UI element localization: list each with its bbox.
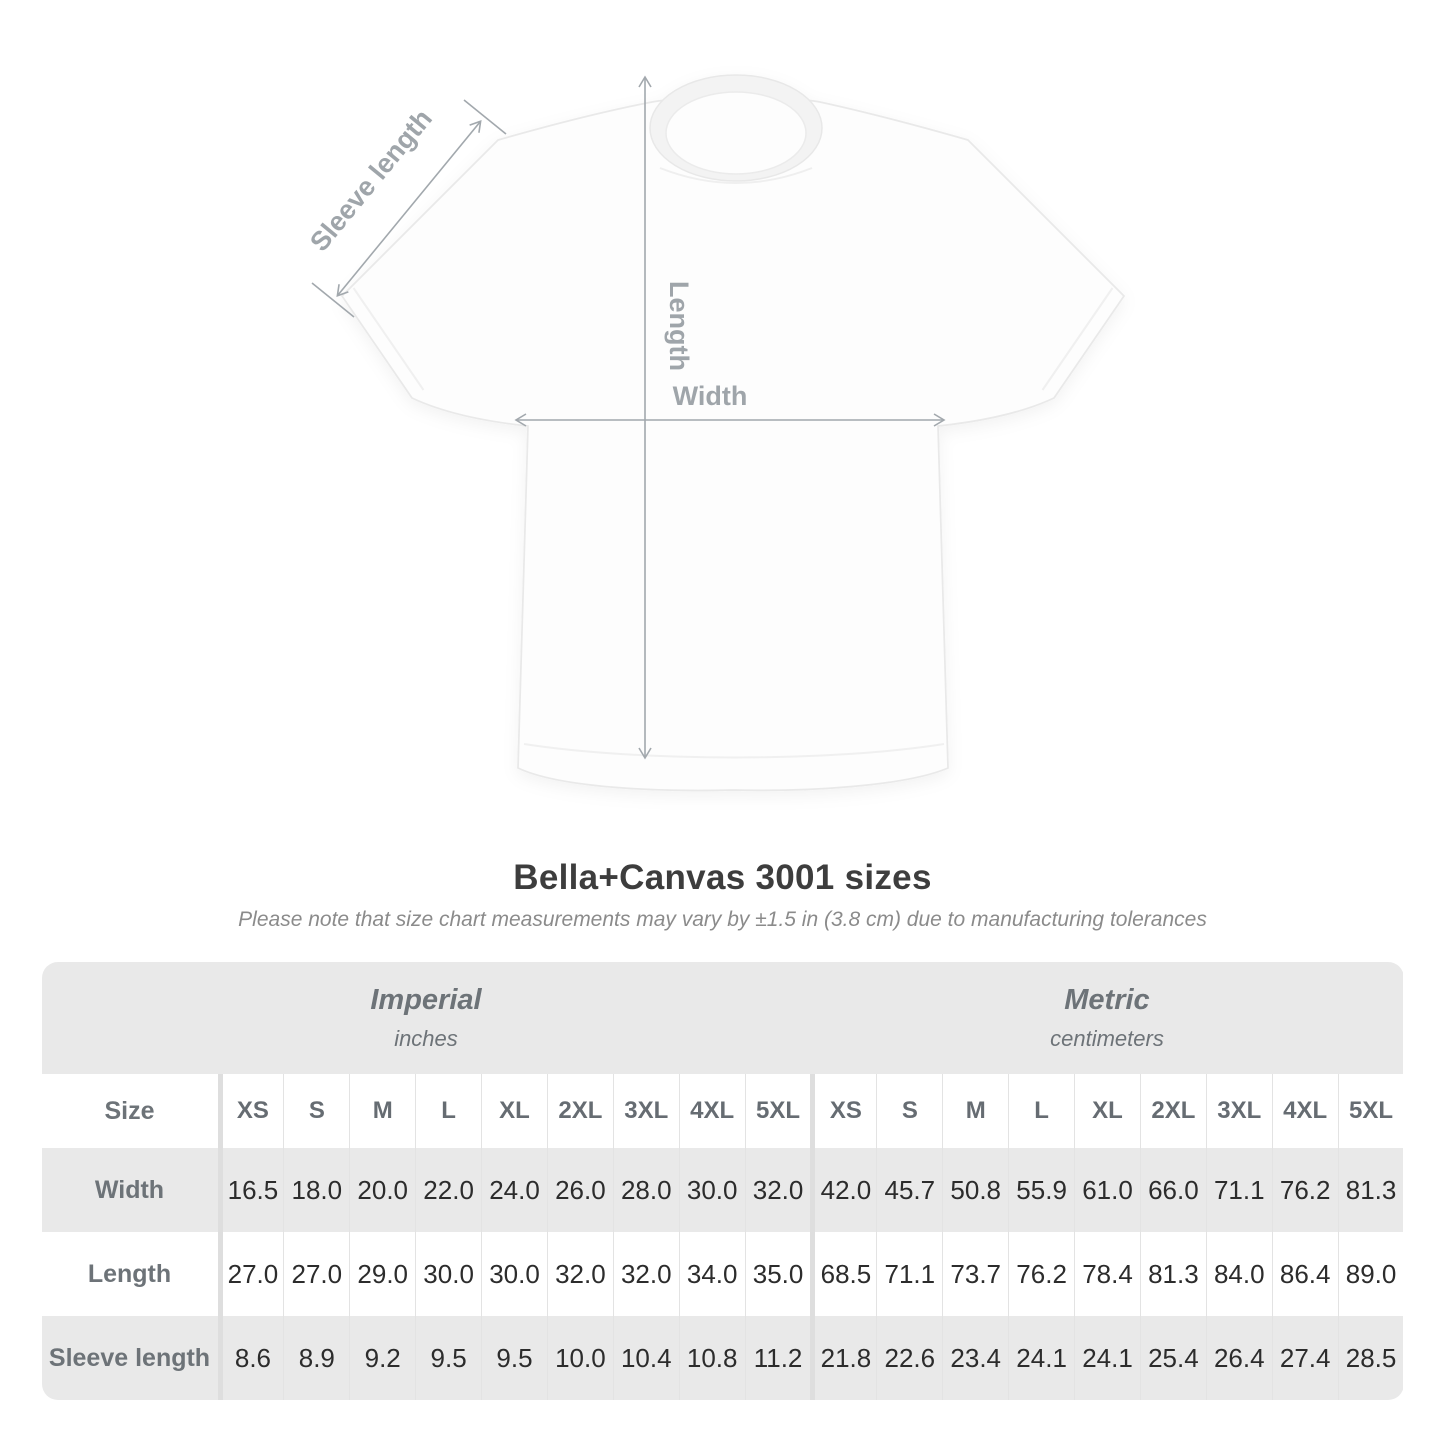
value-cell: 26.0	[547, 1148, 613, 1232]
value-cell: 66.0	[1140, 1148, 1206, 1232]
value-cell: 32.0	[547, 1232, 613, 1316]
value-cell: 32.0	[745, 1148, 811, 1232]
collar-inner	[666, 92, 806, 174]
sleeve-arrow-tick-top	[464, 100, 506, 134]
width-label: Width	[672, 381, 748, 411]
value-cell: 30.0	[415, 1232, 481, 1316]
value-cell: 16.5	[218, 1148, 284, 1232]
value-cell: 10.4	[613, 1316, 679, 1400]
size-header: L	[415, 1074, 481, 1148]
value-cell: 50.8	[942, 1148, 1008, 1232]
size-header: XS	[810, 1074, 876, 1148]
value-cell: 24.1	[1074, 1316, 1140, 1400]
value-cell: 61.0	[1074, 1148, 1140, 1232]
value-cell: 22.6	[876, 1316, 942, 1400]
value-cell: 10.0	[547, 1316, 613, 1400]
value-cell: 76.2	[1272, 1148, 1338, 1232]
value-cell: 20.0	[349, 1148, 415, 1232]
size-header: 4XL	[1272, 1074, 1338, 1148]
value-cell: 78.4	[1074, 1232, 1140, 1316]
value-cell: 84.0	[1206, 1232, 1272, 1316]
size-column-header: Size	[104, 1096, 155, 1125]
value-cell: 27.0	[218, 1232, 284, 1316]
value-cell: 45.7	[876, 1148, 942, 1232]
page-title: Bella+Canvas 3001 sizes	[513, 858, 932, 897]
imperial-label: Imperial	[370, 984, 482, 1016]
value-cell: 23.4	[942, 1316, 1008, 1400]
value-cell: 32.0	[613, 1232, 679, 1316]
value-cell: 21.8	[810, 1316, 876, 1400]
size-header: 3XL	[613, 1074, 679, 1148]
value-cell: 27.4	[1272, 1316, 1338, 1400]
value-cell: 81.3	[1140, 1232, 1206, 1316]
sleeve-length-label: Sleeve length	[304, 103, 438, 257]
value-cell: 10.8	[679, 1316, 745, 1400]
row-label: Sleeve length	[42, 1316, 218, 1400]
unit-header-metric	[810, 962, 1403, 1074]
size-header: S	[876, 1074, 942, 1148]
size-header: 5XL	[1338, 1074, 1404, 1148]
size-header: M	[349, 1074, 415, 1148]
size-table	[42, 962, 1404, 1400]
row-label: Length	[87, 1259, 172, 1288]
value-cell: 86.4	[1272, 1232, 1338, 1316]
value-cell: 73.7	[942, 1232, 1008, 1316]
size-header: 4XL	[679, 1074, 745, 1148]
value-cell: 35.0	[745, 1232, 811, 1316]
size-header: L	[1008, 1074, 1074, 1148]
length-label: Length	[664, 281, 694, 371]
value-cell: 76.2	[1008, 1232, 1074, 1316]
size-header: 2XL	[547, 1074, 613, 1148]
value-cell: 24.0	[481, 1148, 547, 1232]
value-cell: 30.0	[481, 1232, 547, 1316]
value-cell: 29.0	[349, 1232, 415, 1316]
value-cell: 9.5	[415, 1316, 481, 1400]
value-cell: 34.0	[679, 1232, 745, 1316]
metric-unit: centimeters	[1050, 1026, 1164, 1051]
value-cell: 68.5	[810, 1232, 876, 1316]
value-cell: 42.0	[810, 1148, 876, 1232]
value-cell: 71.1	[1206, 1148, 1272, 1232]
value-cell: 9.5	[481, 1316, 547, 1400]
value-cell: 26.4	[1206, 1316, 1272, 1400]
value-cell: 27.0	[283, 1232, 349, 1316]
value-cell: 81.3	[1338, 1148, 1404, 1232]
size-header: 2XL	[1140, 1074, 1206, 1148]
unit-header-imperial	[42, 962, 811, 1074]
tshirt-illustration	[342, 75, 1124, 790]
row-label: Width	[42, 1148, 218, 1232]
value-cell: 55.9	[1008, 1148, 1074, 1232]
value-cell: 11.2	[745, 1316, 811, 1400]
tolerance-note: Please note that size chart measurements may vary by ±1.5 in (3.8 cm) due to manufacturing tolerances	[238, 908, 1207, 931]
size-header: 5XL	[745, 1074, 811, 1148]
size-header: XL	[1074, 1074, 1140, 1148]
size-header: S	[283, 1074, 349, 1148]
value-cell: 22.0	[415, 1148, 481, 1232]
value-cell: 24.1	[1008, 1316, 1074, 1400]
value-cell: 30.0	[679, 1148, 745, 1232]
value-cell: 28.0	[613, 1148, 679, 1232]
value-cell: 71.1	[876, 1232, 942, 1316]
value-cell: 8.9	[283, 1316, 349, 1400]
size-header: M	[942, 1074, 1008, 1148]
value-cell: 89.0	[1338, 1232, 1404, 1316]
value-cell: 18.0	[283, 1148, 349, 1232]
size-header: XL	[481, 1074, 547, 1148]
metric-label: Metric	[1064, 984, 1150, 1016]
imperial-unit: inches	[394, 1026, 458, 1051]
size-header: XS	[218, 1074, 284, 1148]
value-cell: 8.6	[218, 1316, 284, 1400]
value-cell: 28.5	[1338, 1316, 1404, 1400]
value-cell: 25.4	[1140, 1316, 1206, 1400]
size-header: 3XL	[1206, 1074, 1272, 1148]
tshirt-body	[342, 98, 1124, 791]
value-cell: 9.2	[349, 1316, 415, 1400]
